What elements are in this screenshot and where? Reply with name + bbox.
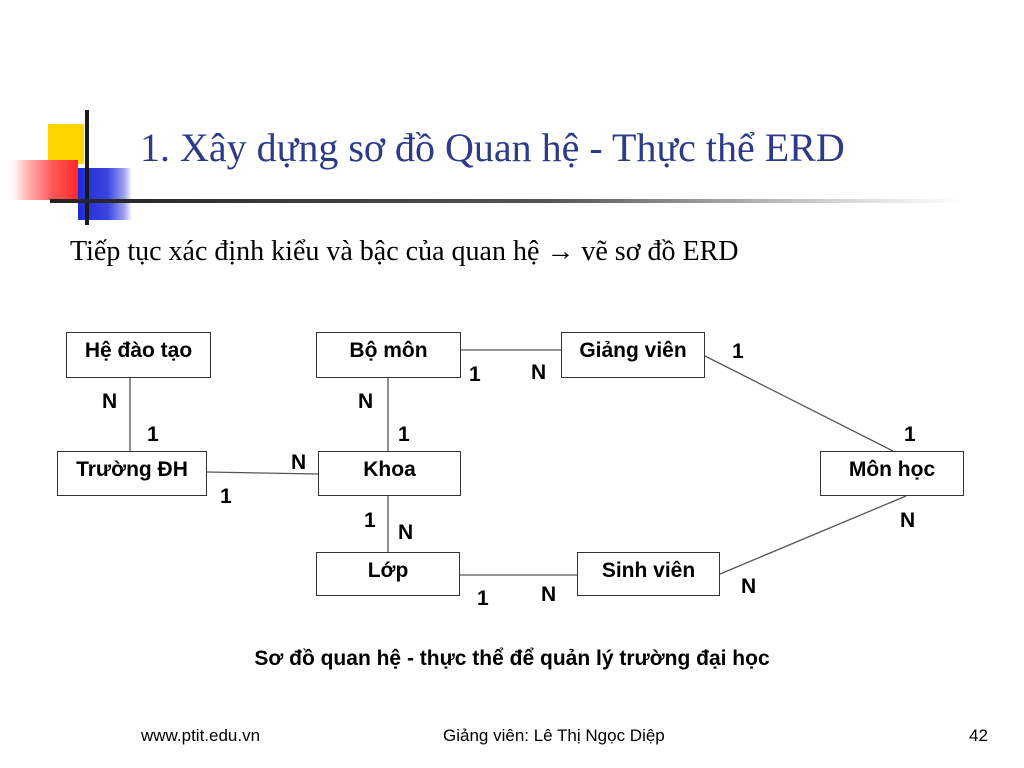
card-lop-1: 1 [477, 587, 489, 610]
card-khoa-n-left: N [291, 451, 307, 474]
footer-page-number: 42 [969, 726, 988, 745]
entity-sinh-vien: Sinh viên [577, 552, 720, 596]
slide-title: 1. Xây dựng sơ đồ Quan hệ - Thực thể ERD [140, 125, 845, 170]
card-lop-n: N [398, 521, 414, 544]
card-truongdh-1-right: 1 [220, 485, 232, 508]
entity-he-dao-tao: Hệ đào tạo [66, 332, 211, 378]
card-hedaotao-n: N [102, 390, 118, 413]
card-bomon-1: 1 [469, 363, 481, 386]
entity-khoa: Khoa [318, 451, 461, 496]
line-monhoc-sinhvien [720, 496, 906, 574]
entity-lop: Lớp [316, 552, 460, 596]
card-bomon-n: N [358, 390, 374, 413]
entity-truong-dh: Trường ĐH [57, 451, 207, 496]
card-sinhvien-n-left: N [541, 583, 557, 606]
line-giangvien-monhoc [705, 356, 893, 451]
card-khoa-1-upper: 1 [398, 423, 410, 446]
entity-giang-vien: Giảng viên [561, 332, 705, 378]
card-truongdh-1-upper: 1 [147, 423, 159, 446]
card-khoa-1-lower: 1 [364, 509, 376, 532]
card-sinhvien-n-right: N [741, 575, 757, 598]
footer-lecturer: Giảng viên: Lê Thị Ngọc Diệp [443, 726, 665, 745]
card-monhoc-n: N [900, 509, 916, 532]
diagram-caption: Sơ đồ quan hệ - thực thể để quản lý trường đại học [254, 647, 770, 670]
card-monhoc-1: 1 [904, 423, 916, 446]
slide-subtitle: Tiếp tục xác định kiểu và bậc của quan hệ → vẽ sơ đồ ERD [70, 236, 739, 267]
entity-bo-mon: Bộ môn [316, 332, 461, 378]
footer-website: www.ptit.edu.vn [141, 726, 261, 745]
entity-mon-hoc: Môn học [820, 451, 964, 496]
card-giangvien-1: 1 [732, 340, 744, 363]
card-giangvien-n: N [531, 361, 547, 384]
